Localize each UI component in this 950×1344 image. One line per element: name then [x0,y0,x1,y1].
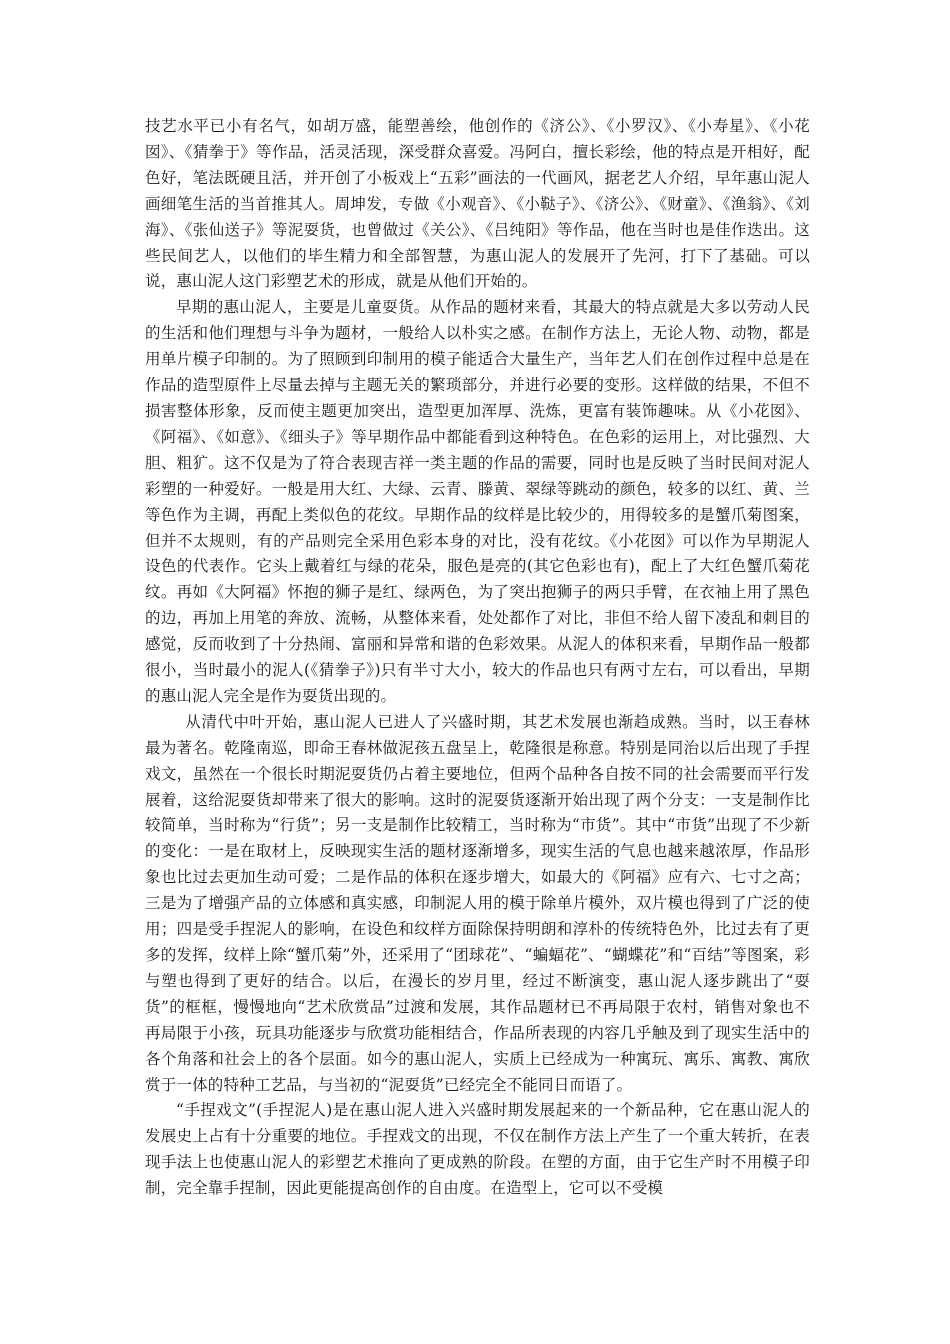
paragraph-3: 从清代中叶开始，惠山泥人已进人了兴盛时期，其艺术发展也渐趋成熟。当时，以王春林最为著名。乾隆南巡，即命王春林做泥孩五盘呈上，乾隆很是称意。特别是同治以后出现了手捏戏文，虽然在一个很长时期泥耍货仍占着主要地位，但两个品种各自按不同的社会需要而平行发展着，这给泥耍货却带来了很大的影响。这时的泥耍货逐渐开始出现了两个分支：一支是制作比较简单，当时称为“行货”；另一支是制作比较精工，当时称为“市货”。其中“市货”出现了不少新的变化：一是在取材上，反映现实生活的题材逐渐增多，现实生活的气息也越来越浓厚，作品形象也比过去更加生动可爱；二是作品的体积在逐步增大，如最大的《阿福》应有六、七寸之高；三是为了增强产品的立体感和真实感，印制泥人用的模于除单片模外，双片模也得到了广泛的使用；四是受手捏泥人的影响，在设色和纹样方面除保持明朗和淳朴的传统特色外，比过去有了更多的发挥，纹样上除“蟹爪菊”外，还采用了“团球花”、“蝙蝠花”、“蝴蝶花”和“百结”等图案，彩与塑也得到了更好的结合。以后，在漫长的岁月里，经过不断演变，惠山泥人逐步跳出了“耍货”的框框，慢慢地向“艺术欣赏品”过渡和发展，其作品题材已不再局限于农村，销售对象也不再局限于小孩，玩具功能逐步与欣赏功能相结合，作品所表现的内容几乎触及到了现实生活中的各个角落和社会上的各个层面。如今的惠山泥人，实质上已经成为一种寓玩、寓乐、寓教、寓欣赏于一体的特种工艺品，与当初的“泥耍货”已经完全不能同日而语了。 [145,712,810,1094]
paragraph-1: 技艺水平已小有名气，如胡万盛，能塑善绘，他创作的《济公》、《小罗汉》、《小寿星》、《小花囡》、《猜拳于》等作品，活灵活现，深受群众喜爱。冯阿白，擅长彩绘，他的特点是开相好，配色好，笔法既硬且活，并开创了小板戏上“五彩”画法的一代画风，据老艺人介绍，早年惠山泥人画细笔生活的当首推其人。周坤发，专做《小观音》、《小鞑子》、《济公》、《财童》、《渔翁》、《刘海》、《张仙送子》等泥耍货，也曾做过《关公》、《吕纯阳》等作品，他在当时也是佳作迭出。这些民间艺人，以他们的毕生精力和全部智慧，为惠山泥人的发展开了先河，打下了基础。可以说，惠山泥人这门彩塑艺术的形成，就是从他们开始的。 [145,117,810,291]
paragraph-2: 早期的惠山泥人，主要是儿童耍货。从作品的题材来看，其最大的特点就是大多以劳动人民的生活和他们理想与斗争为题材，一般给人以朴实之感。在制作方法上，无论人物、动物，都是用单片模子印制的。为了照顾到印制用的模子能适合大量生产，当年艺人们在创作过程中总是在作品的造型原件上尽量去掉与主题无关的繁琐部分，并进行必要的变形。这样做的结果，不但不损害整体形象，反而使主题更加突出，造型更加浑厚、洗炼，更富有装饰趣味。从《小花囡》、《阿福》、《如意》、《细头子》等早期作品中都能看到这种特色。在色彩的运用上，对比强烈、大胆、粗犷。这不仅是为了符合表现吉祥一类主题的作品的需要，同时也是反映了当时民间对泥人彩塑的一种爱好。一般是用大红、大绿、云青、滕黄、翠绿等跳动的颜色，较多的以红、黄、兰等色作为主调，再配上类似色的花纹。早期作品的纹样是比较少的，用得较多的是蟹爪菊图案，但并不太规则，有的产品则完全采用色彩本身的对比，没有花纹。《小花囡》可以作为早期泥人设色的代表作。它头上戴着红与绿的花朵，服色是亮的(其它色彩也有)，配上了大红色蟹爪菊花纹。再如《大阿福》怀抱的狮子是红、绿两色，为了突出抱狮子的两只手臂，在衣袖上用了黑色的边，再加上用笔的奔放、流畅，从整体来看，处处都作了对比，非但不给人留下凌乱和刺目的感觉，反而收到了十分热闹、富丽和异常和谐的色彩效果。从泥人的体积来看，早期作品一般都很小，当时最小的泥人(《猜拳子》)只有半寸大小，较大的作品也只有两寸左右，可以看出，早期的惠山泥人完全是作为耍货出现的。 [145,298,810,705]
document-body [145,114,810,1202]
paragraph-4: “手捏戏文”(手捏泥人)是在惠山泥人进入兴盛时期发展起来的一个新品种，它在惠山泥人的发展史上占有十分重要的地位。手捏戏文的出现，不仅在制作方法上产生了一个重大转折，在表现手法上也使惠山泥人的彩塑艺术推向了更成熟的阶段。在塑的方面，由于它生产时不用模子印制，完全靠手捏制，因此更能提高创作的自由度。在造型上，它可以不受模 [145,1101,810,1198]
